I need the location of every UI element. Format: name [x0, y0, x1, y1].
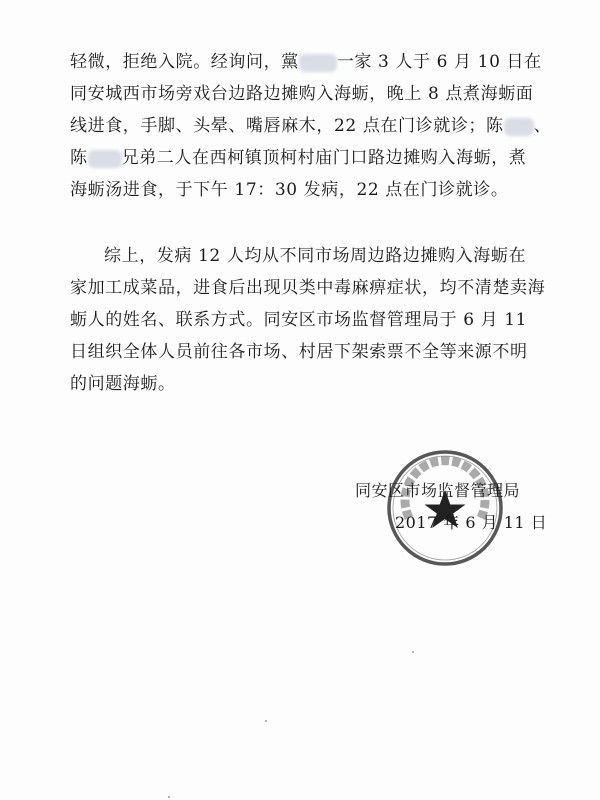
- signature-date: 2017 年 6 月 11 日: [395, 513, 548, 532]
- redacted-name: [504, 118, 534, 136]
- signature-org: 同安区市场监督管理局: [355, 481, 521, 500]
- body-line-6: 综上，发病 12 人均从不同市场周边路边摊购入海蛎在: [104, 246, 527, 266]
- redacted-name: [88, 150, 122, 168]
- scan-speck: [168, 796, 170, 798]
- scan-speck: [412, 651, 414, 653]
- redacted-name: [299, 54, 337, 72]
- body-line-7: 家加工成菜品，进食后出现贝类中毒麻痹症状，均不清楚卖海: [70, 278, 546, 298]
- text-fragment: 一家 3 人于 6 月 10 日在: [336, 52, 542, 72]
- body-line-10: 的问题海蛎。: [70, 374, 176, 394]
- scan-speck: [265, 720, 267, 722]
- body-line-9: 日组织全体人员前往各市场、村居下架索票不全等来源不明: [70, 342, 528, 362]
- body-line-5: 海蛎汤进食，于下午 17：30 发病，22 点在门诊就诊。: [70, 180, 509, 200]
- text-fragment: 兄弟二人在西柯镇顶柯村庙门口路边摊购入海蛎，煮: [121, 148, 527, 168]
- body-line-2: 同安城西市场旁戏台边路边摊购入海蛎，晚上 8 点煮海蛎面: [70, 84, 534, 104]
- text-fragment: 陈: [70, 148, 88, 168]
- text-fragment: 轻微，拒绝入院。经询问，黨: [70, 52, 299, 72]
- body-line-8: 蛎人的姓名、联系方式。同安区市场监督管理局于 6 月 11: [70, 310, 528, 330]
- official-seal-stamp: [385, 448, 505, 568]
- body-line-4: [70, 146, 526, 170]
- body-line-1: [70, 50, 542, 74]
- text-fragment: 线进食，手脚、头晕、嘴唇麻木，22 点在门诊就诊；陈: [70, 116, 504, 136]
- text-fragment: 、: [533, 116, 552, 136]
- body-line-3: [70, 114, 551, 138]
